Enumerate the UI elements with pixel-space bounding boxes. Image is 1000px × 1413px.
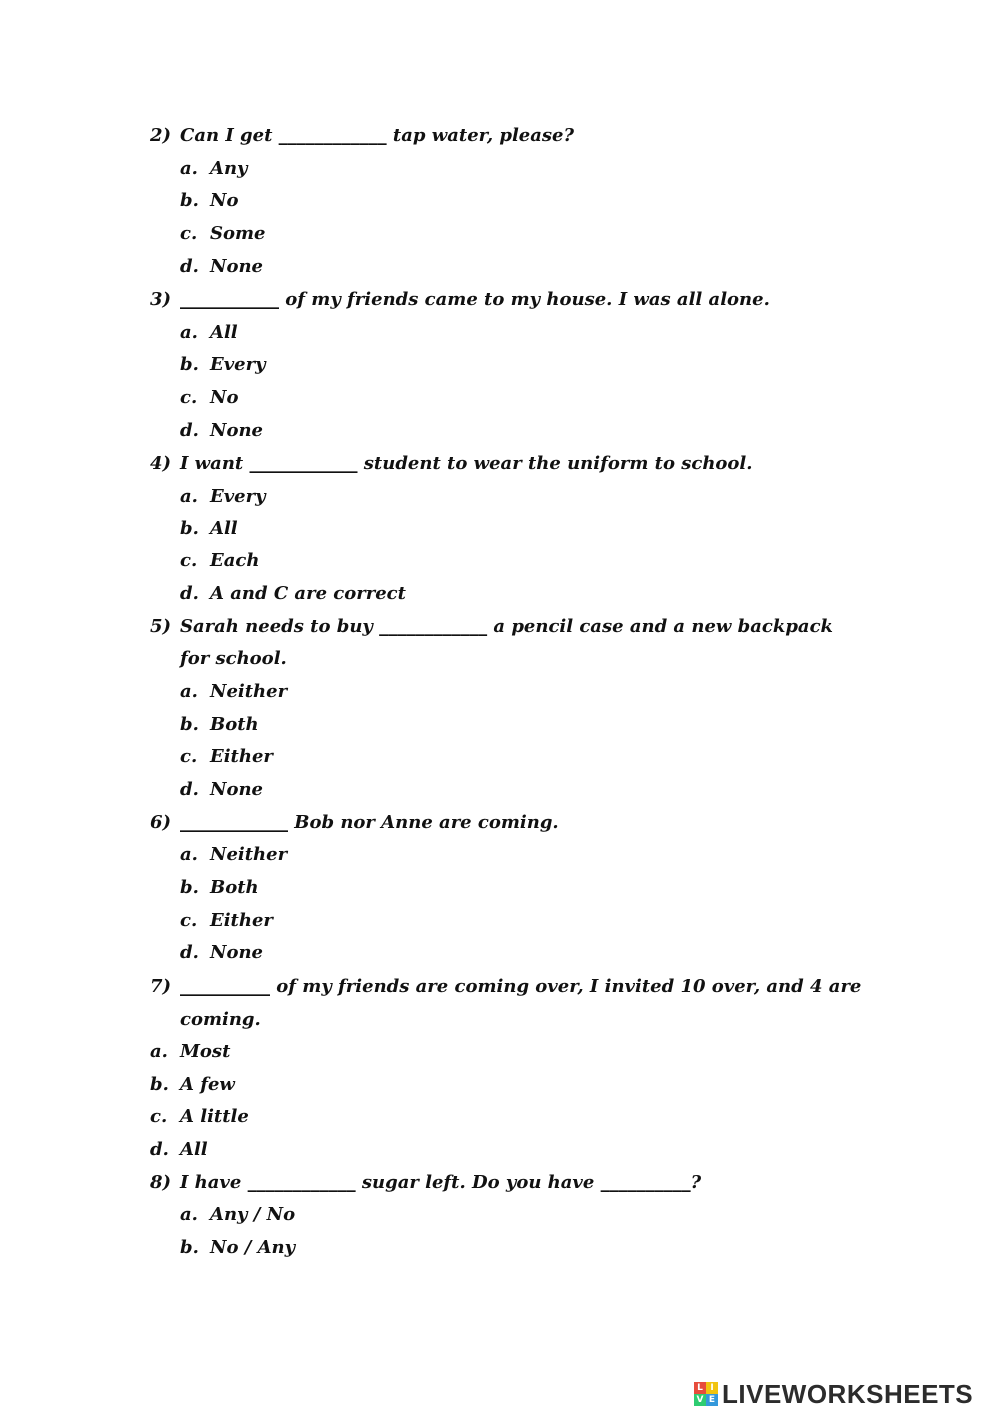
question-line: I have ____________ sugar left. Do you have __________? <box>180 1172 702 1193</box>
question-text-continued <box>180 1008 261 1032</box>
option-letter: a. <box>150 1041 168 1062</box>
option-text: No / Any <box>210 1237 296 1258</box>
option-text: Some <box>210 223 266 244</box>
option-text: None <box>210 942 263 963</box>
question-line: Sarah needs to buy ____________ a pencil case and a new backpack <box>180 616 834 637</box>
answer-option[interactable] <box>180 419 263 443</box>
answer-option[interactable] <box>180 582 406 606</box>
option-letter: c. <box>180 910 198 931</box>
option-letter: b. <box>180 1237 199 1258</box>
option-letter: a. <box>180 681 198 702</box>
question-text <box>150 615 833 639</box>
question-text <box>150 452 753 476</box>
liveworksheets-logo <box>694 1378 973 1410</box>
answer-option[interactable] <box>180 778 263 802</box>
question-text <box>150 811 559 835</box>
option-letter: d. <box>180 420 199 441</box>
question-text <box>150 288 770 312</box>
option-text: Either <box>210 910 273 931</box>
option-letter: c. <box>180 550 198 571</box>
question-number: 6) <box>150 812 172 833</box>
option-letter: d. <box>180 942 199 963</box>
option-letter: d. <box>180 583 199 604</box>
option-text: A few <box>180 1074 235 1095</box>
question-line: coming. <box>180 1009 261 1030</box>
option-text: All <box>210 322 238 343</box>
option-letter: c. <box>180 387 198 408</box>
answer-option[interactable] <box>180 485 266 509</box>
option-letter: d. <box>180 256 199 277</box>
answer-option[interactable] <box>180 157 248 181</box>
answer-option[interactable] <box>180 1236 295 1260</box>
option-letter: b. <box>180 877 199 898</box>
option-letter: d. <box>180 779 199 800</box>
option-text: All <box>180 1139 208 1160</box>
question-number: 7) <box>150 976 172 997</box>
option-text: Any <box>210 158 248 179</box>
option-text: A and C are correct <box>210 583 406 604</box>
option-text: Both <box>210 877 259 898</box>
answer-option[interactable] <box>180 189 238 213</box>
option-letter: b. <box>180 518 199 539</box>
answer-option[interactable] <box>180 713 259 737</box>
logo-mark-tile: L <box>694 1382 706 1394</box>
option-text: Either <box>210 746 273 767</box>
answer-option[interactable] <box>180 876 259 900</box>
option-text: Each <box>210 550 260 571</box>
answer-option[interactable] <box>180 843 287 867</box>
question-line: for school. <box>180 648 287 669</box>
option-text: All <box>210 518 238 539</box>
question-line: I want ____________ student to wear the uniform to school. <box>180 453 753 474</box>
option-text: Most <box>180 1041 231 1062</box>
answer-option[interactable] <box>180 517 238 541</box>
answer-option[interactable] <box>180 745 273 769</box>
answer-option[interactable] <box>180 321 238 345</box>
option-letter: c. <box>180 746 198 767</box>
option-text: None <box>210 256 263 277</box>
question-line: __________ of my friends are coming over, I invited 10 over, and 4 are <box>180 976 862 997</box>
option-letter: a. <box>180 322 198 343</box>
question-number: 5) <box>150 616 172 637</box>
logo-mark-tile: E <box>706 1394 718 1406</box>
option-letter: c. <box>150 1106 168 1127</box>
option-letter: d. <box>150 1139 169 1160</box>
option-text: Both <box>210 714 259 735</box>
option-text: No <box>210 387 239 408</box>
answer-option[interactable] <box>180 680 287 704</box>
option-letter: c. <box>180 223 198 244</box>
answer-option[interactable] <box>180 255 263 279</box>
option-letter: a. <box>180 1204 198 1225</box>
answer-option[interactable] <box>180 941 263 965</box>
answer-option[interactable] <box>180 909 273 933</box>
question-number: 3) <box>150 289 172 310</box>
logo-mark-tile: V <box>694 1394 706 1406</box>
option-text: A little <box>180 1106 249 1127</box>
option-text: Any / No <box>210 1204 296 1225</box>
answer-option[interactable] <box>180 353 266 377</box>
question-number: 2) <box>150 125 172 146</box>
logo-mark-tile: I <box>706 1382 718 1394</box>
question-line: ____________ Bob nor Anne are coming. <box>180 812 559 833</box>
option-text: No <box>210 190 239 211</box>
question-text <box>150 124 574 148</box>
option-text: None <box>210 779 263 800</box>
option-letter: a. <box>180 486 198 507</box>
option-letter: a. <box>180 844 198 865</box>
logo-text: LIVEWORKSHEETS <box>722 1378 974 1409</box>
liveworksheets-logo-icon <box>694 1382 718 1406</box>
answer-option[interactable] <box>150 1138 208 1162</box>
answer-option[interactable] <box>150 1073 235 1097</box>
option-text: Every <box>210 486 266 507</box>
option-letter: b. <box>180 714 199 735</box>
option-text: Neither <box>210 681 288 702</box>
question-line: Can I get ____________ tap water, please? <box>180 125 575 146</box>
answer-option[interactable] <box>180 549 259 573</box>
question-line: ___________ of my friends came to my house. I was all alone. <box>180 289 770 310</box>
option-letter: a. <box>180 158 198 179</box>
option-text: Every <box>210 354 266 375</box>
option-text: None <box>210 420 263 441</box>
answer-option[interactable] <box>180 1203 295 1227</box>
question-number: 4) <box>150 453 172 474</box>
option-letter: b. <box>150 1074 169 1095</box>
option-letter: b. <box>180 190 199 211</box>
answer-option[interactable] <box>150 1040 230 1064</box>
option-text: Neither <box>210 844 288 865</box>
question-text-continued <box>180 647 287 671</box>
answer-option[interactable] <box>150 1105 249 1129</box>
question-number: 8) <box>150 1172 172 1193</box>
answer-option[interactable] <box>180 222 266 246</box>
question-text <box>150 1171 701 1195</box>
answer-option[interactable] <box>180 386 238 410</box>
question-text <box>150 975 861 999</box>
option-letter: b. <box>180 354 199 375</box>
